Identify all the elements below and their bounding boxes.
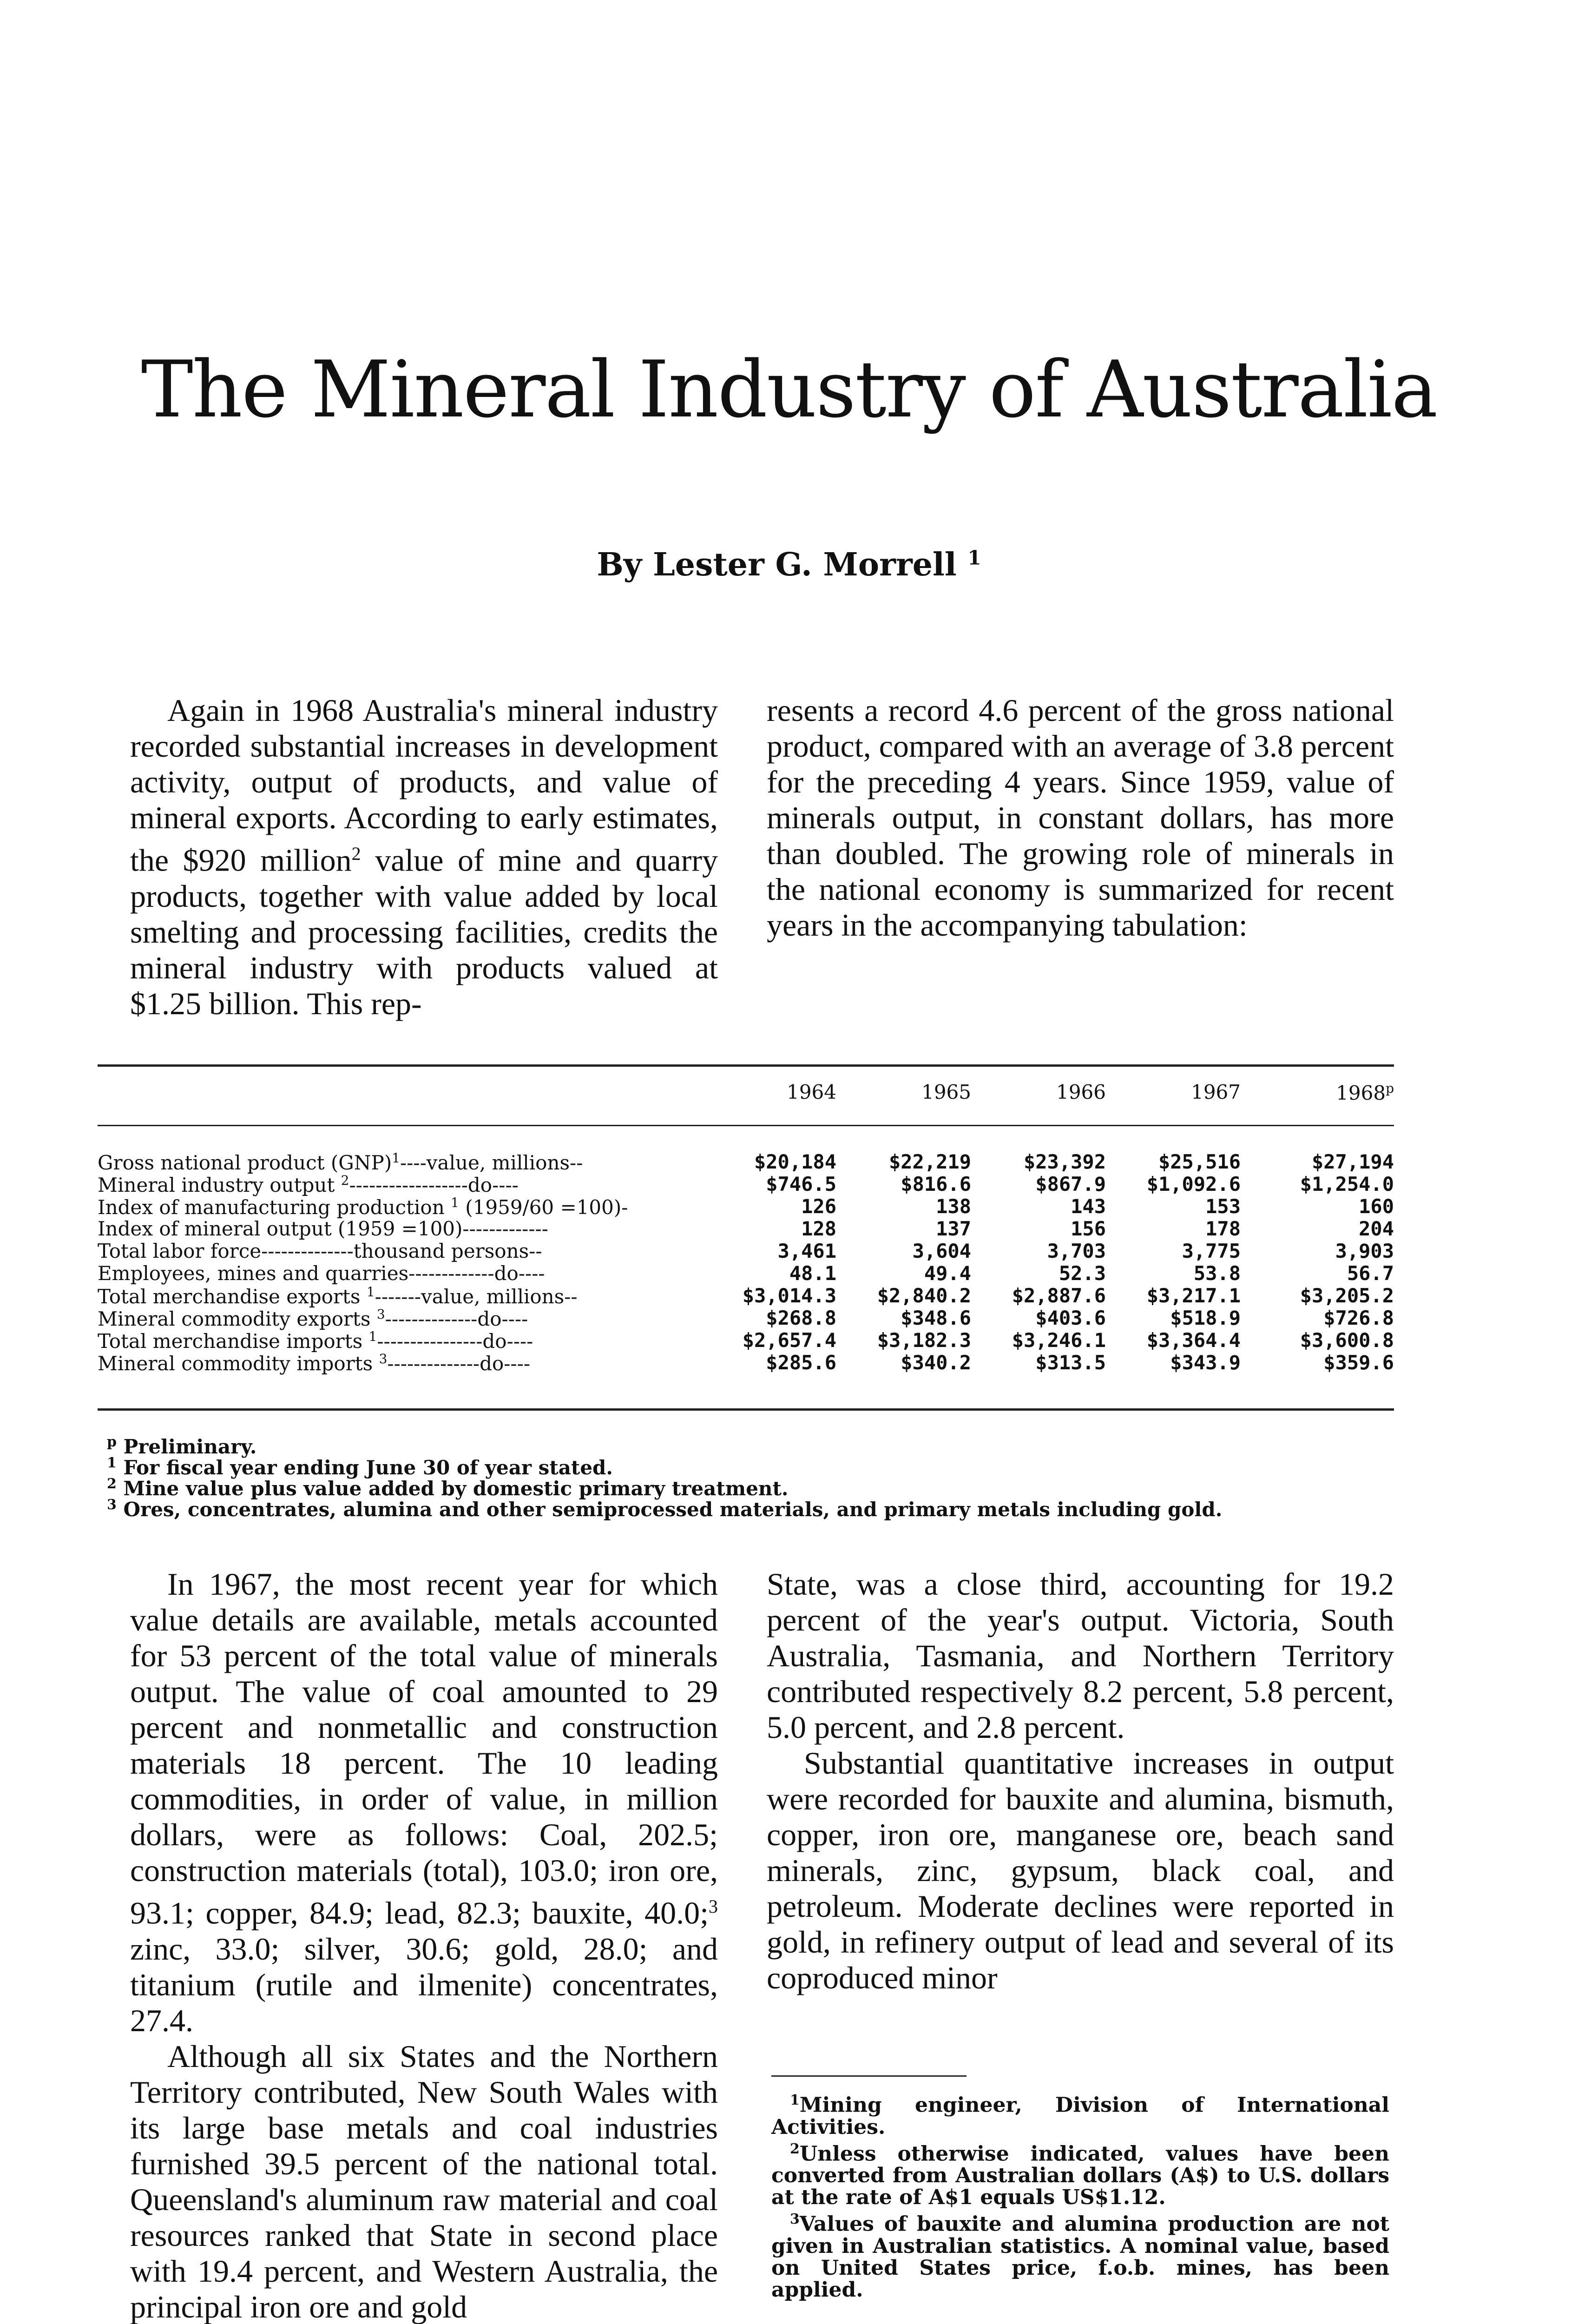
table-cell: 138 bbox=[936, 1195, 971, 1218]
footnote-ref: 2 bbox=[341, 1173, 349, 1188]
table-cell: $343.9 bbox=[1170, 1351, 1241, 1374]
table-row-label: Gross national product (GNP)$^1$----value, millions-- bbox=[98, 1150, 583, 1174]
footnote-ref: 1 bbox=[451, 1195, 459, 1210]
table-cell: $20,184 bbox=[754, 1150, 836, 1173]
intro-paragraph: Again in 1968 Australia's mineral industry recorded substantial increases in development activity, output of products, and value of mineral exports. According to early estimates, the $920 million$^2$ value of mine and quarry products, together with value added by local smelting and processing facilities, credits the mineral industry with products valued at $1.25 billion. This rep- bbox=[130, 693, 718, 1021]
footnote: $^2$Unless otherwise indicated, values have been converted from Australian dollars (A$) to U.S. dollars at the rate of A$1 equals US$1.12. bbox=[771, 2140, 1389, 2210]
table-cell: $285.6 bbox=[766, 1351, 836, 1374]
table-cell: $867.9 bbox=[1035, 1173, 1106, 1195]
author-note-ref: 1 bbox=[967, 546, 981, 569]
table-cell: 3,461 bbox=[777, 1240, 836, 1262]
table-cell: 137 bbox=[936, 1217, 971, 1240]
page-footnotes bbox=[771, 2089, 1389, 2301]
table-cell: 3,703 bbox=[1047, 1240, 1106, 1262]
table-cell: 160 bbox=[1359, 1195, 1394, 1218]
footnote-ref: 3 bbox=[376, 1307, 385, 1322]
table-cell: $340.2 bbox=[901, 1351, 971, 1374]
table-cell: $1,254.0 bbox=[1300, 1173, 1394, 1195]
intro-paragraph-continued: resents a record 4.6 percent of the gross national product, compared with an average of 3.8 percent for the preceding 4 years. Since 1959, value of minerals output, in constant dollars, has more than doubled. The growing role of minerals in the national economy is summarized for recent years in the accompanying tabulation: bbox=[767, 693, 1394, 943]
table-cell: $1,092.6 bbox=[1146, 1173, 1241, 1195]
body-left-column bbox=[130, 1566, 718, 2324]
table-year-header: 1964 bbox=[787, 1081, 836, 1103]
table-header-rule bbox=[98, 1125, 1394, 1126]
table-cell: 204 bbox=[1359, 1217, 1394, 1240]
table-bottom-rule bbox=[98, 1408, 1394, 1411]
table-cell: $3,182.3 bbox=[877, 1329, 971, 1352]
footnote-ref: 3 bbox=[379, 1351, 388, 1367]
table-cell: $313.5 bbox=[1035, 1351, 1106, 1374]
table-cell: $27,194 bbox=[1311, 1150, 1394, 1173]
table-cell: 143 bbox=[1071, 1195, 1106, 1218]
table-row-label: Employees, mines and quarries-------------do---- bbox=[98, 1262, 545, 1285]
table-cell: $2,657.4 bbox=[742, 1329, 836, 1352]
table-cell: 52.3 bbox=[1059, 1262, 1106, 1285]
table-cell: $3,205.2 bbox=[1300, 1284, 1394, 1307]
table-footnote: $^p$ Preliminary. bbox=[107, 1434, 257, 1458]
table-cell: $2,887.6 bbox=[1012, 1284, 1106, 1307]
body-paragraph: In 1967, the most recent year for which value details are available, metals accounted for 53 percent of the total value of minerals output. The value of coal amounted to 29 percent and nonmetallic and construction materials 18 percent. The 10 leading commodities, in order of value, in million dollars, were as follows: Coal, 202.5; construction materials (total), 103.0; iron ore, 93.1; copper, 84.9; lead, 82.3; bauxite, 40.0;$^3$ zinc, 33.0; silver, 30.6; gold, 28.0; and titanium (rutile and ilmenite) concentrates, 27.4. bbox=[130, 1566, 718, 2038]
table-cell: $518.9 bbox=[1170, 1307, 1241, 1329]
page-title: The Mineral Industry of Australia bbox=[141, 344, 1437, 435]
table-top-rule bbox=[98, 1064, 1394, 1067]
table-cell: 56.7 bbox=[1347, 1262, 1394, 1285]
table-cell: 153 bbox=[1205, 1195, 1241, 1218]
table-cell: $359.6 bbox=[1323, 1351, 1394, 1374]
footnote-separator bbox=[771, 2075, 967, 2077]
intro-right-column bbox=[767, 693, 1394, 943]
table-cell: $23,392 bbox=[1023, 1150, 1106, 1173]
table-cell: 178 bbox=[1205, 1217, 1241, 1240]
table-cell: 156 bbox=[1071, 1217, 1106, 1240]
footnote-ref: 1 bbox=[392, 1150, 401, 1166]
table-cell: $348.6 bbox=[901, 1307, 971, 1329]
table-cell: $816.6 bbox=[901, 1173, 971, 1195]
table-cell: 53.8 bbox=[1193, 1262, 1241, 1285]
table-cell: 3,903 bbox=[1335, 1240, 1394, 1262]
table-row-label: Mineral commodity imports $^3$--------------do---- bbox=[98, 1351, 531, 1375]
table-footnote: $^3$ Ores, concentrates, alumina and other semiprocessed materials, and primary metals including gold. bbox=[107, 1497, 1223, 1521]
table-cell: $2,840.2 bbox=[877, 1284, 971, 1307]
table-row-label: Index of manufacturing production $^1$ (1959/60 =100)- bbox=[98, 1195, 628, 1219]
footnote-ref: 2 bbox=[351, 843, 361, 864]
preliminary-mark: p bbox=[1386, 1081, 1394, 1096]
table-footnote: $^1$ For fiscal year ending June 30 of year stated. bbox=[107, 1455, 613, 1479]
byline bbox=[0, 546, 1578, 583]
table-row-label: Index of mineral output (1959 =100)------------- bbox=[98, 1217, 548, 1240]
table-cell: $268.8 bbox=[766, 1307, 836, 1329]
table-row-label: Total merchandise imports $^1$----------------do---- bbox=[98, 1329, 533, 1353]
footnote-ref: 1 bbox=[368, 1329, 377, 1344]
body-paragraph: Substantial quantitative increases in output were recorded for bauxite and alumina, bismuth, copper, iron ore, manganese ore, beach sand minerals, zinc, gypsum, black coal, and petroleum. Moderate declines were reported in gold, in refinery output of lead and several of its coproduced minor bbox=[767, 1745, 1394, 1995]
table-cell: $22,219 bbox=[888, 1150, 971, 1173]
table-row-label: Total merchandise exports $^1$-------value, millions-- bbox=[98, 1284, 578, 1308]
intro-left-column bbox=[130, 693, 718, 1022]
table-cell: 128 bbox=[801, 1217, 836, 1240]
author: By Lester G. Morrell bbox=[597, 546, 957, 583]
footnote-ref: 3 bbox=[709, 1896, 718, 1917]
table-cell: 49.4 bbox=[924, 1262, 971, 1285]
table-year-header: 1968$^p$ bbox=[1336, 1081, 1394, 1104]
table-footnote: $^2$ Mine value plus value added by domestic primary treatment. bbox=[107, 1476, 789, 1500]
table-cell: 3,604 bbox=[912, 1240, 971, 1262]
table-year-header: 1965 bbox=[921, 1081, 971, 1103]
footnote: $^3$Values of bauxite and alumina production are not given in Australian statistics. A nominal value, based on United States price, f.o.b. mines, has been applied. bbox=[771, 2211, 1389, 2302]
table-cell: $726.8 bbox=[1323, 1307, 1394, 1329]
table-cell: $3,014.3 bbox=[742, 1284, 836, 1307]
table-cell: $3,246.1 bbox=[1012, 1329, 1106, 1352]
table-cell: 3,775 bbox=[1182, 1240, 1241, 1262]
table-cell: $746.5 bbox=[766, 1173, 836, 1195]
body-right-column bbox=[767, 1566, 1394, 1996]
table-cell: $25,516 bbox=[1158, 1150, 1241, 1173]
table-cell: 126 bbox=[801, 1195, 836, 1218]
table-row-label: Mineral commodity exports $^3$--------------do---- bbox=[98, 1307, 528, 1330]
table-cell: $3,217.1 bbox=[1146, 1284, 1241, 1307]
table-row-label: Mineral industry output $^2$------------------do---- bbox=[98, 1173, 519, 1196]
body-paragraph: Although all six States and the Northern Territory contributed, New South Wales with its large base metals and coal industries furnished 39.5 percent of the national total. Queensland's aluminum raw material and coal resources ranked that State in second place with 19.4 percent, and Western Australia, the principal iron ore and gold bbox=[130, 2038, 718, 2324]
table-year-header: 1966 bbox=[1056, 1081, 1106, 1103]
table-cell: 48.1 bbox=[789, 1262, 836, 1285]
table-year-header: 1967 bbox=[1191, 1081, 1241, 1103]
footnote: $^1$Mining engineer, Division of International Activities. bbox=[771, 2092, 1389, 2139]
table-cell: $3,600.8 bbox=[1300, 1329, 1394, 1352]
table-cell: $3,364.4 bbox=[1146, 1329, 1241, 1352]
table-cell: $403.6 bbox=[1035, 1307, 1106, 1329]
body-paragraph: State, was a close third, accounting for 19.2 percent of the year's output. Victoria, South Australia, Tasmania, and Northern Territory contributed respectively 8.2 percent, 5.8 percent, 5.0 percent, and 2.8 percent. bbox=[767, 1566, 1394, 1745]
footnote-ref: 1 bbox=[366, 1284, 375, 1300]
table-row-label: Total labor force--------------thousand persons-- bbox=[98, 1240, 542, 1262]
